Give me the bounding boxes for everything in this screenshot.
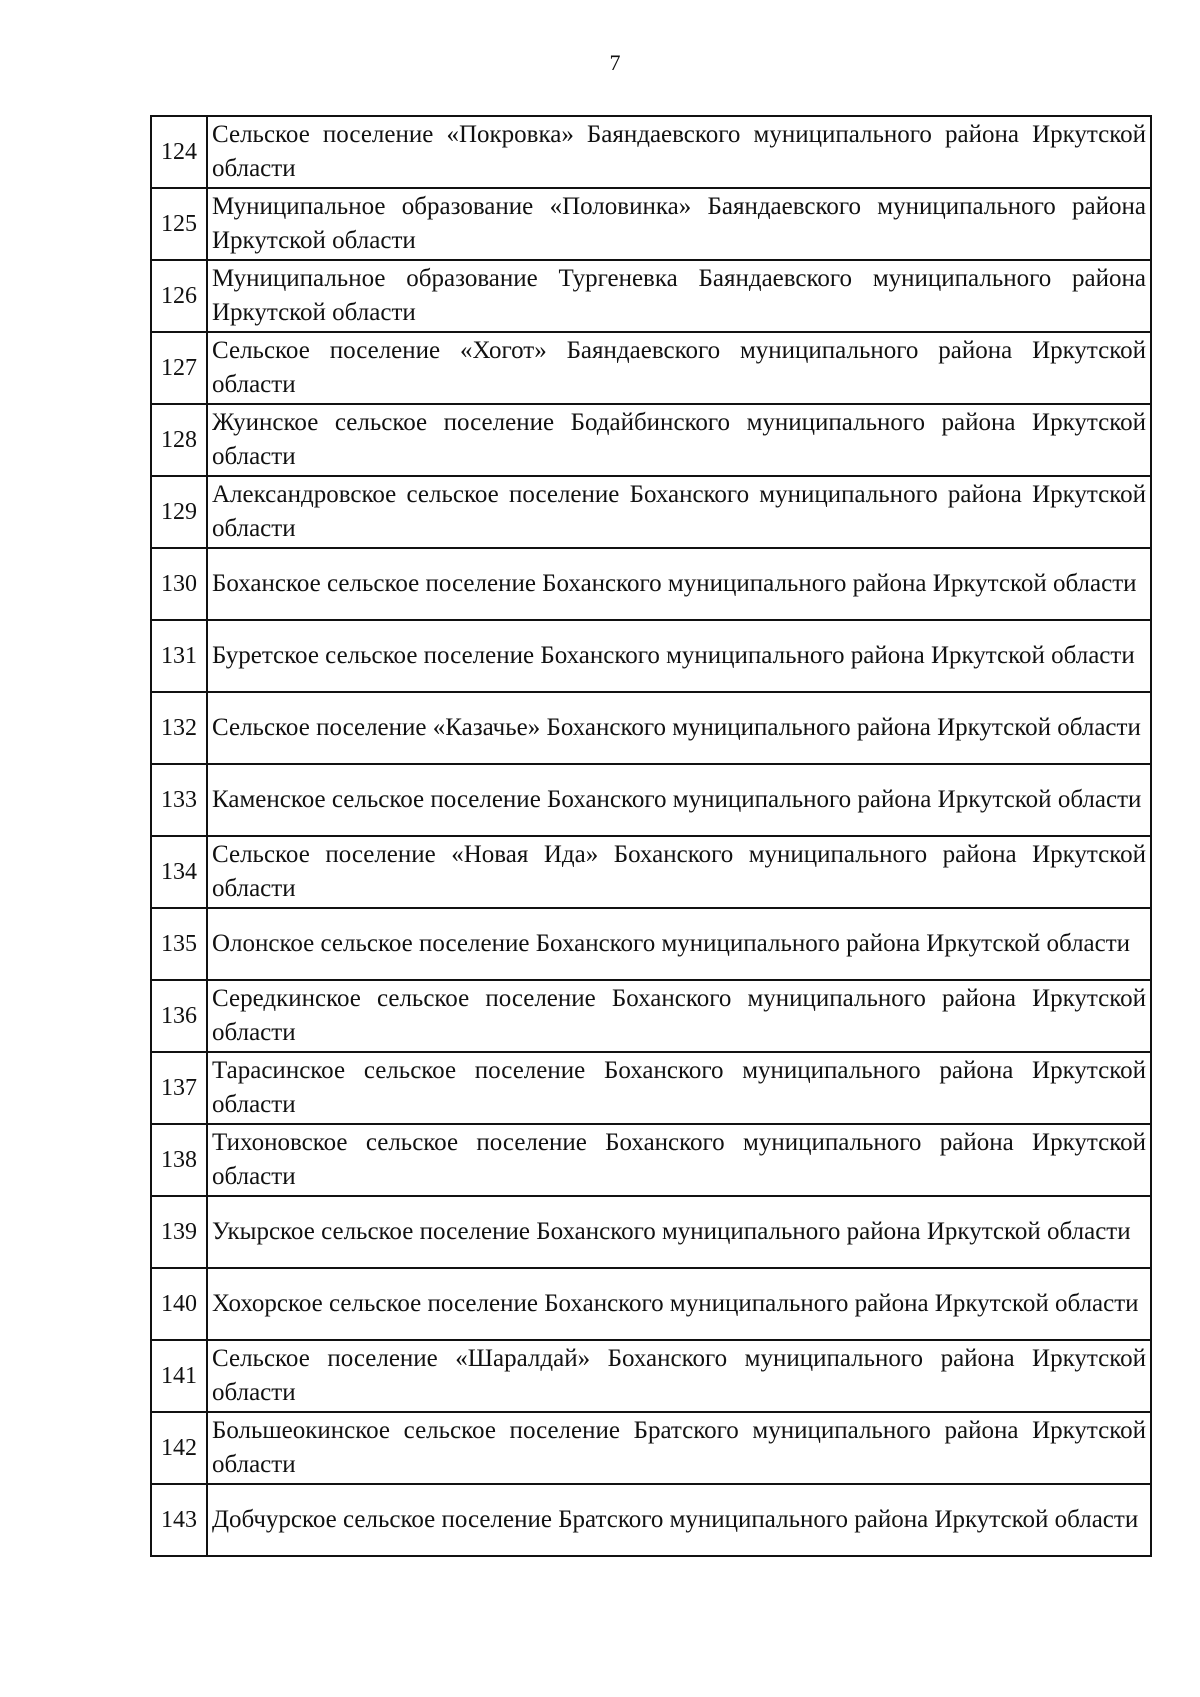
municipality-name: Жуинское сельское поселение Бодайбинского муниципального района Иркутской области <box>207 404 1151 476</box>
municipality-name: Хохорское сельское поселение Боханского муниципального района Иркутской области <box>207 1268 1151 1340</box>
municipality-table <box>150 115 1150 1557</box>
municipality-name: Александровское сельское поселение Боханского муниципального района Иркутской области <box>207 476 1151 548</box>
row-number: 134 <box>151 836 207 908</box>
municipality-name: Сельское поселение «Покровка» Баяндаевского муниципального района Иркутской области <box>207 116 1151 188</box>
table-row <box>151 620 1151 692</box>
municipality-table-grid <box>150 115 1152 1557</box>
municipality-name: Боханское сельское поселение Боханского муниципального района Иркутской области <box>207 548 1151 620</box>
table-row <box>151 836 1151 908</box>
municipality-name: Сельское поселение «Хогот» Баяндаевского муниципального района Иркутской области <box>207 332 1151 404</box>
municipality-name: Буретское сельское поселение Боханского муниципального района Иркутской области <box>207 620 1151 692</box>
table-row <box>151 764 1151 836</box>
page-number: 7 <box>609 50 621 75</box>
municipality-name: Олонское сельское поселение Боханского муниципального района Иркутской области <box>207 908 1151 980</box>
table-row <box>151 1340 1151 1412</box>
row-number: 130 <box>151 548 207 620</box>
row-number: 137 <box>151 1052 207 1124</box>
row-number: 129 <box>151 476 207 548</box>
row-number: 142 <box>151 1412 207 1484</box>
row-number: 141 <box>151 1340 207 1412</box>
row-number: 140 <box>151 1268 207 1340</box>
table-row <box>151 332 1151 404</box>
table-row <box>151 188 1151 260</box>
row-number: 138 <box>151 1124 207 1196</box>
municipality-name: Каменское сельское поселение Боханского муниципального района Иркутской области <box>207 764 1151 836</box>
table-row <box>151 692 1151 764</box>
municipality-name: Добчурское сельское поселение Братского муниципального района Иркутской области <box>207 1484 1151 1556</box>
row-number: 143 <box>151 1484 207 1556</box>
table-row <box>151 980 1151 1052</box>
municipality-name: Сельское поселение «Шаралдай» Боханского муниципального района Иркутской области <box>207 1340 1151 1412</box>
municipality-name: Середкинское сельское поселение Боханского муниципального района Иркутской области <box>207 980 1151 1052</box>
table-row <box>151 1052 1151 1124</box>
table-row <box>151 1412 1151 1484</box>
municipality-name: Тарасинское сельское поселение Боханского муниципального района Иркутской области <box>207 1052 1151 1124</box>
row-number: 127 <box>151 332 207 404</box>
row-number: 125 <box>151 188 207 260</box>
municipality-name: Сельское поселение «Новая Ида» Боханского муниципального района Иркутской области <box>207 836 1151 908</box>
row-number: 128 <box>151 404 207 476</box>
table-row <box>151 476 1151 548</box>
table-row <box>151 1268 1151 1340</box>
municipality-name: Укырское сельское поселение Боханского муниципального района Иркутской области <box>207 1196 1151 1268</box>
row-number: 124 <box>151 116 207 188</box>
table-row <box>151 908 1151 980</box>
table-row <box>151 548 1151 620</box>
municipality-name: Муниципальное образование «Половинка» Баяндаевского муниципального района Иркутской области <box>207 188 1151 260</box>
table-row <box>151 1484 1151 1556</box>
row-number: 135 <box>151 908 207 980</box>
municipality-name: Тихоновское сельское поселение Боханского муниципального района Иркутской области <box>207 1124 1151 1196</box>
row-number: 126 <box>151 260 207 332</box>
row-number: 139 <box>151 1196 207 1268</box>
municipality-name: Большеокинское сельское поселение Братского муниципального района Иркутской области <box>207 1412 1151 1484</box>
row-number: 132 <box>151 692 207 764</box>
row-number: 131 <box>151 620 207 692</box>
row-number: 136 <box>151 980 207 1052</box>
municipality-name: Сельское поселение «Казачье» Боханского муниципального района Иркутской области <box>207 692 1151 764</box>
table-row <box>151 116 1151 188</box>
table-row <box>151 1124 1151 1196</box>
row-number: 133 <box>151 764 207 836</box>
table-row <box>151 1196 1151 1268</box>
table-row <box>151 260 1151 332</box>
table-row <box>151 404 1151 476</box>
municipality-name: Муниципальное образование Тургеневка Баяндаевского муниципального района Иркутской области <box>207 260 1151 332</box>
